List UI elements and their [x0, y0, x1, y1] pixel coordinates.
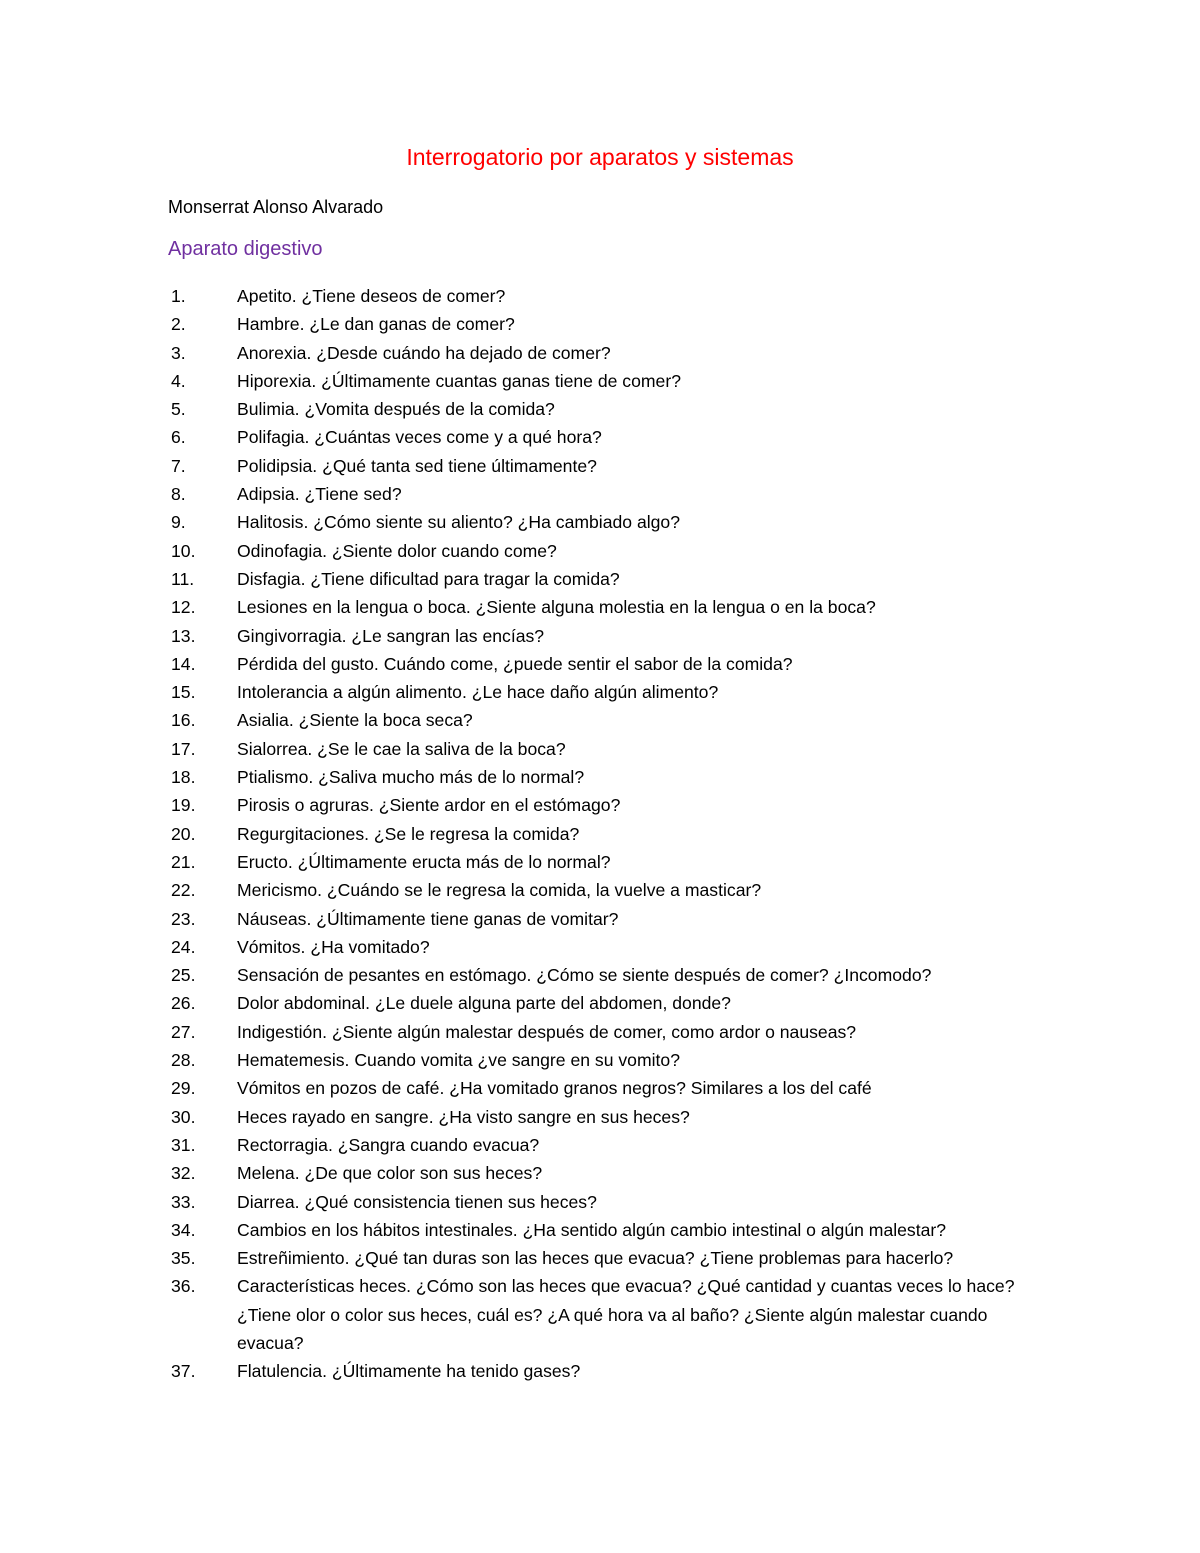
list-item-text: Náuseas. ¿Últimamente tiene ganas de vomitar?: [237, 908, 619, 929]
list-item-text: Pérdida del gusto. Cuándo come, ¿puede sentir el sabor de la comida?: [237, 653, 793, 674]
list-item-number: 19.: [171, 795, 196, 816]
list-item-number: 35.: [171, 1248, 196, 1269]
list-item-text: Cambios en los hábitos intestinales. ¿Ha sentido algún cambio intestinal o algún malestar?: [237, 1219, 947, 1240]
list-item-number: 5.: [171, 399, 186, 420]
list-item-text: Sialorrea. ¿Se le cae la saliva de la boca?: [237, 738, 566, 759]
list-item-number: 22.: [171, 880, 196, 901]
list-item: [168, 1074, 1048, 1102]
list-item: [168, 480, 1048, 508]
list-item-text: Regurgitaciones. ¿Se le regresa la comida?: [237, 823, 580, 844]
list-item-text: Vómitos en pozos de café. ¿Ha vomitado granos negros? Similares a los del café: [237, 1078, 872, 1099]
list-item: [168, 1018, 1048, 1046]
list-item-number: 24.: [171, 936, 196, 957]
list-item-text: Anorexia. ¿Desde cuándo ha dejado de comer?: [237, 342, 611, 363]
list-item-text: Polidipsia. ¿Qué tanta sed tiene últimamente?: [237, 455, 597, 476]
list-item: [168, 735, 1048, 763]
list-item: [168, 339, 1048, 367]
list-item-number: 34.: [171, 1219, 196, 1240]
list-item-number: 21.: [171, 851, 196, 872]
list-item-number: 27.: [171, 1021, 196, 1042]
list-item: [168, 961, 1048, 989]
list-item: [168, 1272, 1048, 1357]
list-item-number: 7.: [171, 455, 186, 476]
list-item-text: Dolor abdominal. ¿Le duele alguna parte del abdomen, donde?: [237, 993, 731, 1014]
list-item-number: 4.: [171, 370, 186, 391]
list-item: [168, 593, 1048, 621]
list-item-text: Hiporexia. ¿Últimamente cuantas ganas tiene de comer?: [237, 370, 681, 391]
list-item: [168, 1216, 1048, 1244]
list-item-text: Hambre. ¿Le dan ganas de comer?: [237, 314, 515, 335]
list-item-text: Rectorragia. ¿Sangra cuando evacua?: [237, 1134, 540, 1155]
list-item-number: 18.: [171, 767, 196, 788]
list-item-text: Bulimia. ¿Vomita después de la comida?: [237, 399, 555, 420]
list-item: [168, 1188, 1048, 1216]
list-item: [168, 1244, 1048, 1272]
list-item-text: Asialia. ¿Siente la boca seca?: [237, 710, 473, 731]
list-item-text: Hematemesis. Cuando vomita ¿ve sangre en su vomito?: [237, 1050, 680, 1071]
document-title: Interrogatorio por aparatos y sistemas: [406, 144, 794, 170]
list-item-number: 28.: [171, 1050, 196, 1071]
list-item-number: 2.: [171, 314, 186, 335]
list-item-text: Heces rayado en sangre. ¿Ha visto sangre en sus heces?: [237, 1106, 690, 1127]
list-item-text: Diarrea. ¿Qué consistencia tienen sus heces?: [237, 1191, 597, 1212]
section-heading: Aparato digestivo: [168, 238, 323, 260]
list-item-number: 31.: [171, 1134, 196, 1155]
list-item-number: 3.: [171, 342, 186, 363]
list-item-text: Disfagia. ¿Tiene dificultad para tragar la comida?: [237, 568, 620, 589]
list-item-number: 33.: [171, 1191, 196, 1212]
list-item-text: Polifagia. ¿Cuántas veces come y a qué hora?: [237, 427, 602, 448]
list-item-number: 25.: [171, 965, 196, 986]
list-item-text: Pirosis o agruras. ¿Siente ardor en el estómago?: [237, 795, 621, 816]
list-item: [168, 1131, 1048, 1159]
list-item-number: 11.: [171, 568, 195, 589]
list-item: [168, 395, 1048, 423]
list-item: [168, 848, 1048, 876]
list-item-number: 32.: [171, 1163, 196, 1184]
list-item: [168, 1046, 1048, 1074]
list-item-number: 14.: [171, 653, 196, 674]
list-item-text: Intolerancia a algún alimento. ¿Le hace daño algún alimento?: [237, 682, 719, 703]
list-item: [168, 1103, 1048, 1131]
question-list: [168, 282, 1048, 1386]
list-item-number: 20.: [171, 823, 196, 844]
list-item: [168, 791, 1048, 819]
list-item-text: Melena. ¿De que color son sus heces?: [237, 1163, 543, 1184]
list-item-text: Ptialismo. ¿Saliva mucho más de lo normal?: [237, 767, 585, 788]
list-item-text: Indigestión. ¿Siente algún malestar después de comer, como ardor o nauseas?: [237, 1021, 857, 1042]
list-item-text: Apetito. ¿Tiene deseos de comer?: [237, 286, 506, 306]
list-item: [168, 876, 1048, 904]
list-item-number: 15.: [171, 682, 196, 703]
list-item-number: 29.: [171, 1078, 196, 1099]
list-item: [168, 537, 1048, 565]
list-item-text: Sensación de pesantes en estómago. ¿Cómo se siente después de comer? ¿Incomodo?: [237, 965, 932, 986]
list-item: [168, 565, 1048, 593]
list-item: [168, 820, 1048, 848]
author-name: Monserrat Alonso Alvarado: [168, 197, 384, 217]
list-item: [168, 706, 1048, 734]
list-item-text: Gingivorragia. ¿Le sangran las encías?: [237, 625, 545, 646]
list-item-text: Odinofagia. ¿Siente dolor cuando come?: [237, 540, 557, 561]
list-item-number: 10.: [171, 540, 196, 561]
list-item: [168, 763, 1048, 791]
list-item: [168, 423, 1048, 451]
list-item: [168, 1159, 1048, 1187]
list-item-text: Adipsia. ¿Tiene sed?: [237, 484, 402, 505]
list-item-text: Vómitos. ¿Ha vomitado?: [237, 936, 430, 957]
list-item: [168, 905, 1048, 933]
list-item-text: Estreñimiento. ¿Qué tan duras son las heces que evacua? ¿Tiene problemas para hacerlo?: [237, 1248, 954, 1269]
list-item: [168, 452, 1048, 480]
list-item-number: 8.: [171, 484, 186, 505]
list-item-number: 16.: [171, 710, 196, 731]
list-item-number: 17.: [171, 738, 196, 759]
list-item-number: 12.: [171, 597, 196, 618]
list-item: [168, 310, 1048, 338]
list-item-text: Halitosis. ¿Cómo siente su aliento? ¿Ha cambiado algo?: [237, 512, 680, 533]
list-item: [168, 1357, 1048, 1385]
list-item-number: 36.: [171, 1276, 196, 1297]
list-item: [168, 508, 1048, 536]
list-item-text: Eructo. ¿Últimamente eructa más de lo normal?: [237, 851, 611, 872]
list-item-text: Flatulencia. ¿Últimamente ha tenido gases?: [237, 1361, 581, 1382]
list-item-number: 6.: [171, 427, 186, 448]
list-item-number: 9.: [171, 512, 186, 533]
list-item: [168, 622, 1048, 650]
list-item-number: 1.: [171, 286, 186, 306]
list-item-number: 23.: [171, 908, 196, 929]
list-item-text: Características heces. ¿Cómo son las heces que evacua? ¿Qué cantidad y cuantas veces lo hace? ¿Tiene olor o color sus heces, cuál es? ¿A qué hora va al baño? ¿Siente algún malestar cuando evacua?: [237, 1276, 1015, 1353]
list-item: [168, 282, 1048, 310]
list-item-number: 13.: [171, 625, 196, 646]
list-item-number: 37.: [171, 1361, 196, 1382]
list-item: [168, 933, 1048, 961]
list-item: [168, 989, 1048, 1017]
list-item: [168, 367, 1048, 395]
list-item-number: 26.: [171, 993, 196, 1014]
list-item: [168, 650, 1048, 678]
list-item-text: Lesiones en la lengua o boca. ¿Siente alguna molestia en la lengua o en la boca?: [237, 597, 876, 618]
list-item-text: Mericismo. ¿Cuándo se le regresa la comida, la vuelve a masticar?: [237, 880, 762, 901]
list-item-number: 30.: [171, 1106, 196, 1127]
list-item: [168, 678, 1048, 706]
